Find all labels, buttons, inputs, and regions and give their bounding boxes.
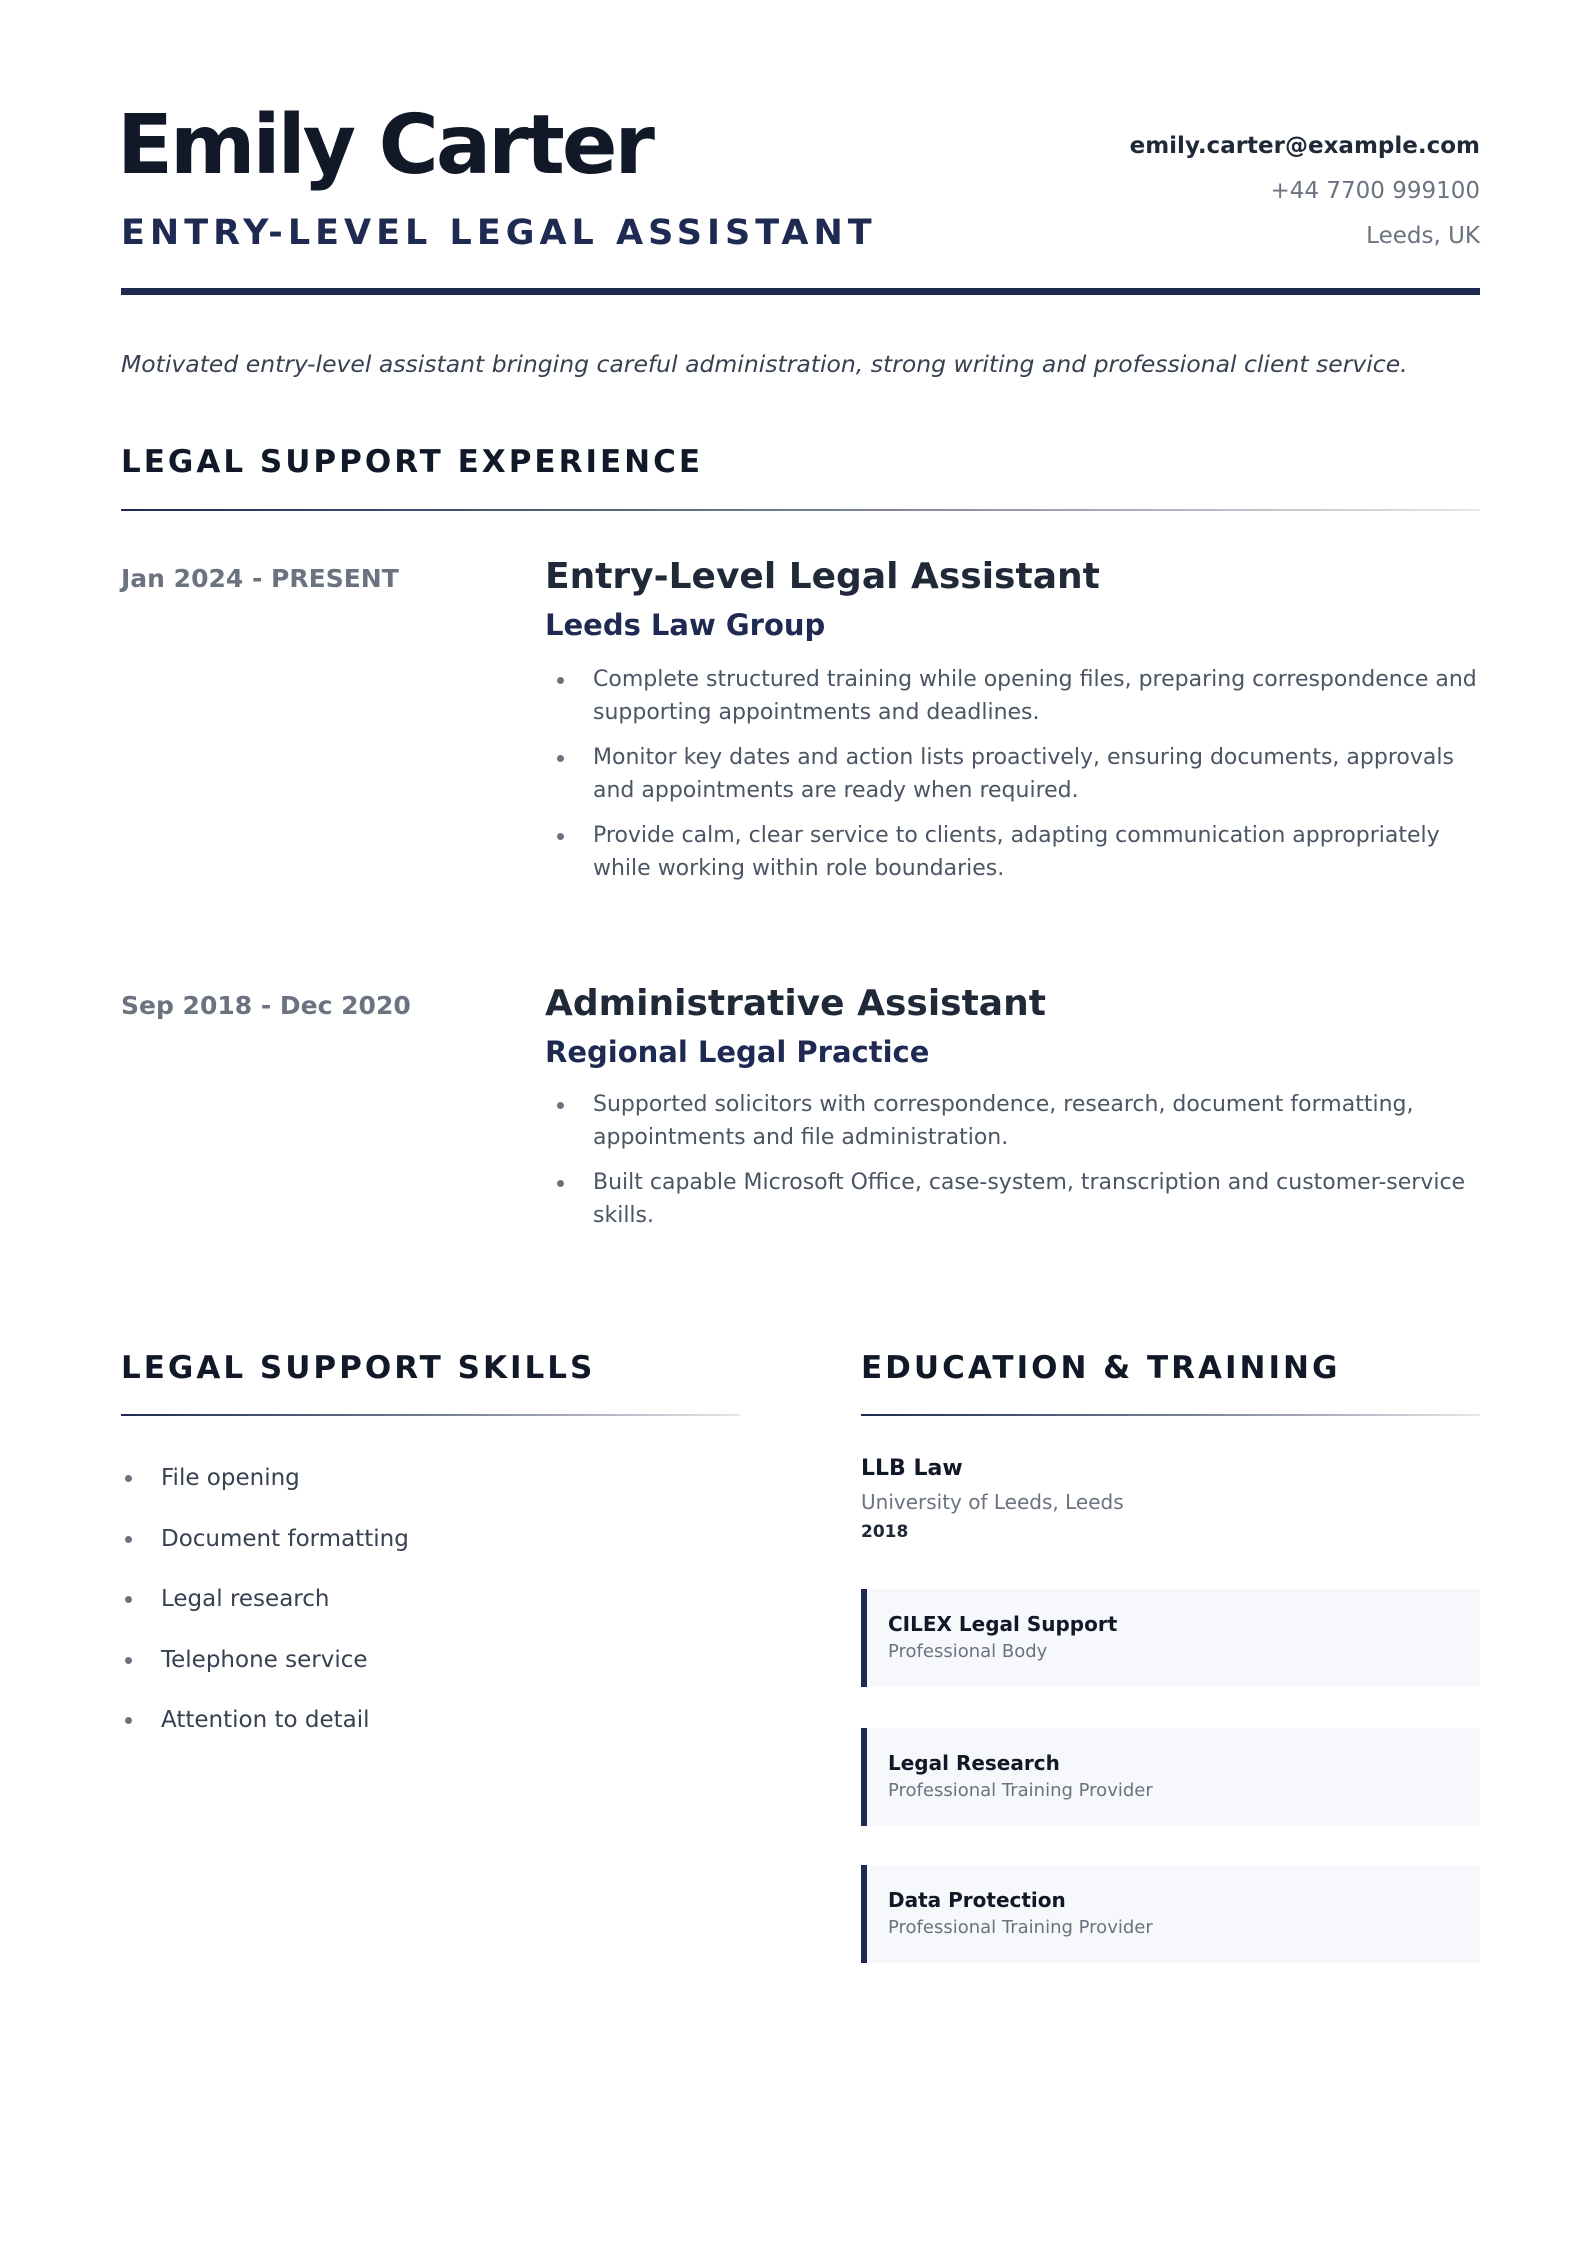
skill-item: Attention to detail — [121, 1690, 741, 1751]
skill-item: Telephone service — [121, 1630, 741, 1691]
skill-item: Document formatting — [121, 1509, 741, 1570]
job-bullet: Supported solicitors with correspondence, research, document formatting, appointments and file administration. — [545, 1088, 1480, 1154]
job-role: Administrative Assistant — [545, 983, 1046, 1024]
skills-section-title: LEGAL SUPPORT SKILLS — [121, 1350, 596, 1386]
education-entry — [861, 1452, 1480, 1546]
education-divider — [861, 1414, 1480, 1416]
contact-phone[interactable]: +44 7700 999100 — [1270, 178, 1480, 204]
contact-block — [1130, 124, 1480, 259]
contact-email[interactable]: emily.carter@example.com — [1129, 133, 1480, 159]
job-dates: Sep 2018 - Dec 2020 — [121, 991, 411, 1020]
candidate-headline: ENTRY-LEVEL LEGAL ASSISTANT — [121, 213, 877, 253]
job-company: Leeds Law Group — [545, 608, 826, 642]
experience-divider — [121, 509, 1480, 511]
job-bullet: Complete structured training while opening files, preparing correspondence and supporting appointments and deadlines. — [545, 663, 1480, 729]
certification-provider: Professional Training Provider — [888, 1780, 1153, 1801]
skills-divider — [121, 1414, 740, 1416]
certification-name: Data Protection — [888, 1888, 1066, 1912]
header-divider — [121, 288, 1480, 295]
resume-header — [117, 96, 1480, 296]
job-dates: Jan 2024 - PRESENT — [121, 564, 399, 593]
profile-summary: Motivated entry-level assistant bringing careful administration, strong writing and professional client service. — [121, 350, 1408, 378]
job-company: Regional Legal Practice — [545, 1035, 930, 1069]
job-bullet: Monitor key dates and action lists proactively, ensuring documents, approvals and appointments are ready when required. — [545, 741, 1480, 807]
contact-location: Leeds, UK — [1366, 223, 1480, 249]
certification-card — [861, 1865, 1480, 1963]
certification-card — [861, 1589, 1480, 1687]
job-bullets — [545, 1088, 1480, 1244]
degree-title: LLB Law — [861, 1456, 963, 1481]
job-bullet: Provide calm, clear service to clients, adapting communication appropriately while working within role boundaries. — [545, 819, 1480, 885]
certification-name: CILEX Legal Support — [888, 1612, 1118, 1636]
job-bullet: Built capable Microsoft Office, case-system, transcription and customer-service skills. — [545, 1166, 1480, 1232]
certification-provider: Professional Training Provider — [888, 1917, 1153, 1938]
certification-name: Legal Research — [888, 1751, 1060, 1775]
certification-card — [861, 1728, 1480, 1826]
education-section-title: EDUCATION & TRAINING — [861, 1350, 1341, 1386]
certification-provider: Professional Body — [888, 1641, 1048, 1662]
job-bullets — [545, 663, 1480, 897]
skills-list — [121, 1448, 741, 1751]
experience-section-title: LEGAL SUPPORT EXPERIENCE — [121, 444, 704, 480]
graduation-year: 2018 — [861, 1522, 909, 1542]
school-name: University of Leeds, Leeds — [861, 1490, 1124, 1514]
job-role: Entry-Level Legal Assistant — [545, 556, 1100, 597]
skill-item: Legal research — [121, 1569, 741, 1630]
skill-item: File opening — [121, 1448, 741, 1509]
candidate-name: Emily Carter — [117, 98, 652, 193]
